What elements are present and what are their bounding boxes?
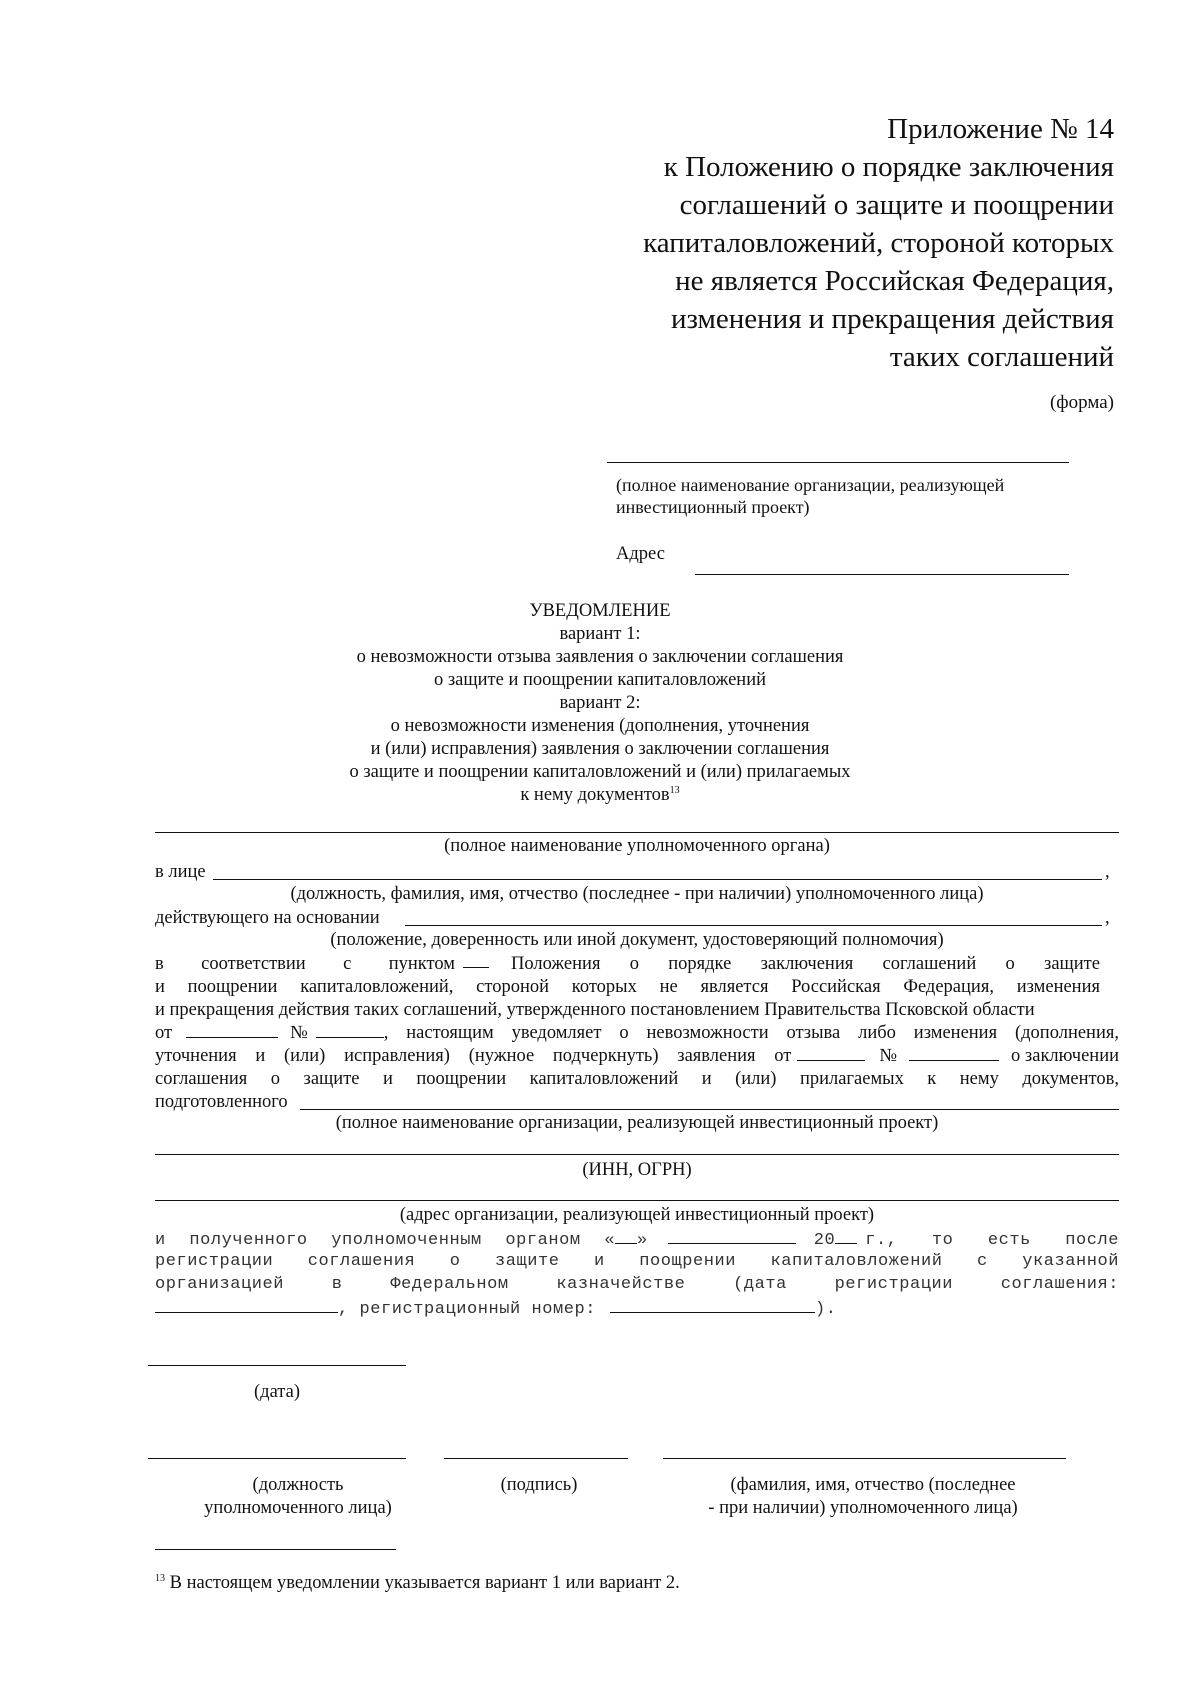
- notice-title: УВЕДОМЛЕНИЕ вариант 1: о невозможности отзыва заявления о заключении соглашения о защите и поощрении капиталовложений вариант 2: о невозможности изменения (дополнения, уточнения и (или) исправления) заявления о заключении соглашения о защите и поощрении капиталовложений и (или) прилагаемых к нему документов$^{13}$: [200, 600, 1000, 807]
- date-caption: (дата): [254, 1382, 300, 1402]
- in-person-label: в лице: [155, 862, 206, 882]
- basis-caption: (положение, доверенность или иной документ, удостоверяющий полномочия): [330, 930, 944, 950]
- signature-caption: (подпись): [500, 1475, 578, 1495]
- para-line-2: и поощрении капиталовложений, стороной которых не является Российская Федерация, изменения: [155, 977, 1100, 997]
- appendix-line: соглашений о защите и поощрении: [679, 189, 1114, 221]
- basis-line: [405, 925, 1102, 926]
- date-line: [148, 1365, 406, 1366]
- footnote-text: В настоящем уведомлении указывается вариант 1 или вариант 2.: [169, 1573, 680, 1593]
- name-line: [663, 1458, 1066, 1459]
- org-caption: (полное наименование организации, реализующей инвестиционный проект): [335, 1113, 939, 1133]
- application-date-blank: [797, 1046, 865, 1061]
- application-number-blank: [909, 1046, 999, 1061]
- org-caption: (полное наименование организации, реализующей инвестиционный проект): [616, 475, 1005, 517]
- para-line-4: от № , настоящим уведомляет о невозможности отзыва либо изменения (дополнения,: [155, 1023, 1119, 1043]
- mono-line-3: организацией в Федеральном казначействе (дата регистрации соглашения:: [155, 1275, 1119, 1294]
- mono-line-2: регистрации соглашения о защите и поощрении капиталовложений с указанной: [155, 1252, 1119, 1271]
- receipt-year-blank: [835, 1229, 857, 1244]
- address-line: [695, 574, 1069, 575]
- footnote-ref: 13: [669, 784, 680, 796]
- org-name-line: [607, 462, 1069, 463]
- registration-date-blank: [155, 1298, 338, 1313]
- receipt-day-blank: [615, 1229, 637, 1244]
- acting-basis-label: действующего на основании: [155, 908, 380, 928]
- appendix-line: Приложение № 14: [887, 113, 1114, 145]
- inn-caption: (ИНН, ОГРН): [582, 1160, 692, 1180]
- form-label: (форма): [1049, 392, 1114, 413]
- receipt-month-blank: [668, 1229, 796, 1244]
- address-org-caption: (адрес организации, реализующей инвестиционный проект): [399, 1205, 875, 1225]
- inn-line: [155, 1154, 1119, 1155]
- appendix-line: изменения и прекращения действия: [670, 303, 1114, 335]
- mono-line-4: , регистрационный номер: ).: [155, 1298, 837, 1319]
- person-line: [213, 879, 1102, 880]
- name-caption: (фамилия, имя, отчество (последнее - при наличии) уполномоченного лица): [708, 1475, 1018, 1518]
- signature-line: [444, 1458, 628, 1459]
- organization-line: [300, 1109, 1119, 1110]
- appendix-line: капиталовложений, стороной которых: [643, 227, 1114, 259]
- position-caption: (должность уполномоченного лица): [204, 1475, 392, 1518]
- para-line-5: уточнения и (или) исправления) (нужное подчеркнуть) заявления от № о заключении: [155, 1046, 1119, 1066]
- para-line-6: соглашения о защите и поощрении капиталовложений и (или) прилагаемых к нему документов,: [155, 1069, 1119, 1089]
- para-line-7: подготовленного: [155, 1092, 288, 1112]
- decree-number-blank: [316, 1023, 384, 1038]
- appendix-line: не является Российская Федерация,: [675, 265, 1114, 297]
- authority-line: [155, 832, 1119, 833]
- person-caption: (должность, фамилия, имя, отчество (последнее - при наличии) уполномоченного лица): [290, 884, 984, 904]
- appendix-line: к Положению о порядке заключения: [663, 151, 1114, 183]
- position-line: [148, 1458, 406, 1459]
- para-line-3: и прекращения действия таких соглашений, утвержденного постановлением Правительства Псковской области: [155, 1000, 1035, 1020]
- footnote: [155, 1572, 680, 1595]
- address-label: Адрес: [616, 544, 665, 564]
- appendix-header: [554, 110, 1114, 376]
- comma: ,: [1105, 862, 1110, 882]
- registration-number-blank: [610, 1298, 815, 1313]
- comma: ,: [1105, 908, 1110, 928]
- appendix-line: таких соглашений: [889, 341, 1114, 373]
- address-org-line: [155, 1200, 1119, 1201]
- footnote-separator: [155, 1549, 396, 1550]
- authority-caption: (полное наименование уполномоченного органа): [444, 836, 830, 856]
- decree-date-blank: [186, 1023, 278, 1038]
- clause-number-blank: [463, 953, 489, 968]
- mono-line-1: и полученного уполномоченным органом « » 20 г., то есть после: [155, 1231, 1119, 1250]
- para-line-1: в соответствии с пунктом Положения о порядке заключения соглашений о защите: [155, 954, 1100, 974]
- footnote-mark: 13: [155, 1572, 165, 1584]
- notice-heading: УВЕДОМЛЕНИЕ: [529, 601, 671, 621]
